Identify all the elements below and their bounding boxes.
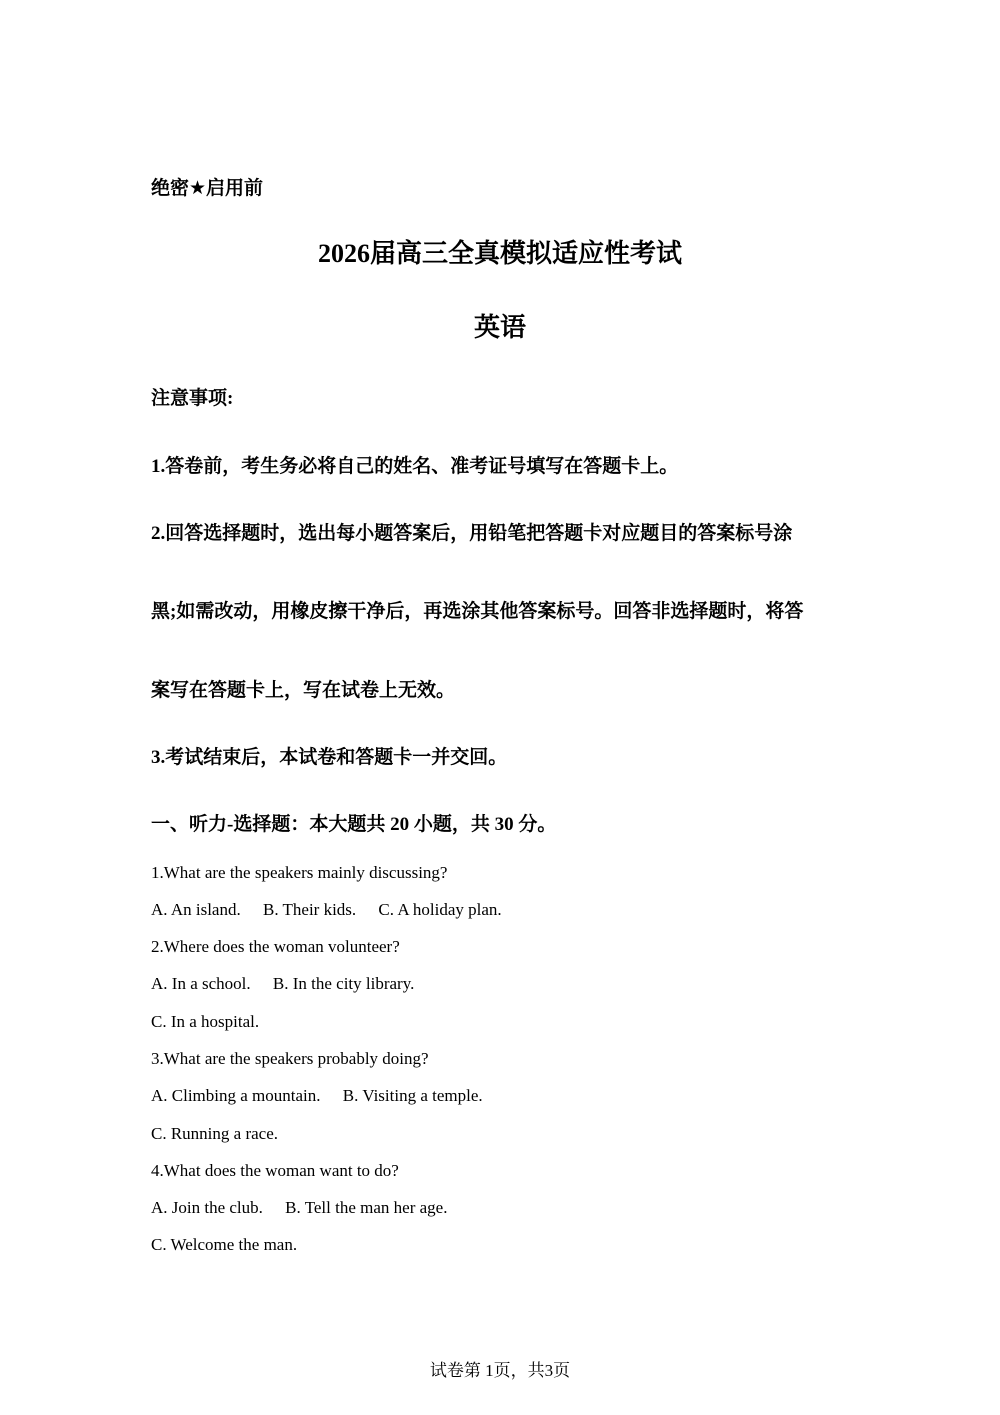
option-c: C. In a hospital. (151, 1012, 260, 1031)
question-stem: 1.What are the speakers mainly discussing? (151, 863, 448, 882)
option-b: B. Tell the man her age. (285, 1198, 448, 1217)
option-a: A. Join the club. (151, 1198, 263, 1217)
exam-title: 2026届高三全真模拟适应性考试 (317, 239, 682, 268)
notice-item-2-line-1: 2.回答选择题时，选出每小题答案后，用铅笔把答题卡对应题目的答案标号涂 (151, 523, 793, 544)
confidential-label: 绝密★启用前 (151, 177, 264, 199)
option-a: A. In a school. (151, 974, 251, 993)
option-a: A. An island. (151, 900, 241, 919)
question-options-row (151, 1086, 501, 1106)
question-stem: 2.Where does the woman volunteer? (151, 937, 400, 956)
question-stem: 3.What are the speakers probably doing? (151, 1049, 429, 1068)
section-heading: 一、听力-选择题：本大题共 20 小题，共 30 分。 (151, 814, 557, 835)
question-options-row (151, 900, 520, 920)
notice-item-1: 1.答卷前，考生务必将自己的姓名、准考证号填写在答题卡上。 (151, 456, 679, 477)
option-c: C. Welcome the man. (151, 1235, 298, 1254)
notice-item-3: 3.考试结束后，本试卷和答题卡一并交回。 (151, 747, 508, 768)
question-options-row (151, 974, 432, 994)
option-b: B. In the city library. (272, 974, 415, 993)
page-footer: 试卷第 1页，共3页 (429, 1361, 571, 1380)
notice-heading: 注意事项: (151, 388, 234, 409)
notice-item-2-line-2: 黑;如需改动，用橡皮擦干净后，再选涂其他答案标号。回答非选择题时，将答 (151, 601, 804, 622)
option-c: C. Running a race. (151, 1124, 278, 1143)
option-a: A. Climbing a mountain. (151, 1086, 321, 1105)
question-options-row (151, 1198, 465, 1218)
option-b: B. Visiting a temple. (342, 1086, 483, 1105)
subject-title: 英语 (473, 313, 526, 342)
question-stem: 4.What does the woman want to do? (151, 1161, 399, 1180)
option-b: B. Their kids. (262, 900, 357, 919)
notice-item-2-line-3: 案写在答题卡上，写在试卷上无效。 (151, 680, 456, 701)
option-c: C. A holiday plan. (378, 900, 502, 919)
